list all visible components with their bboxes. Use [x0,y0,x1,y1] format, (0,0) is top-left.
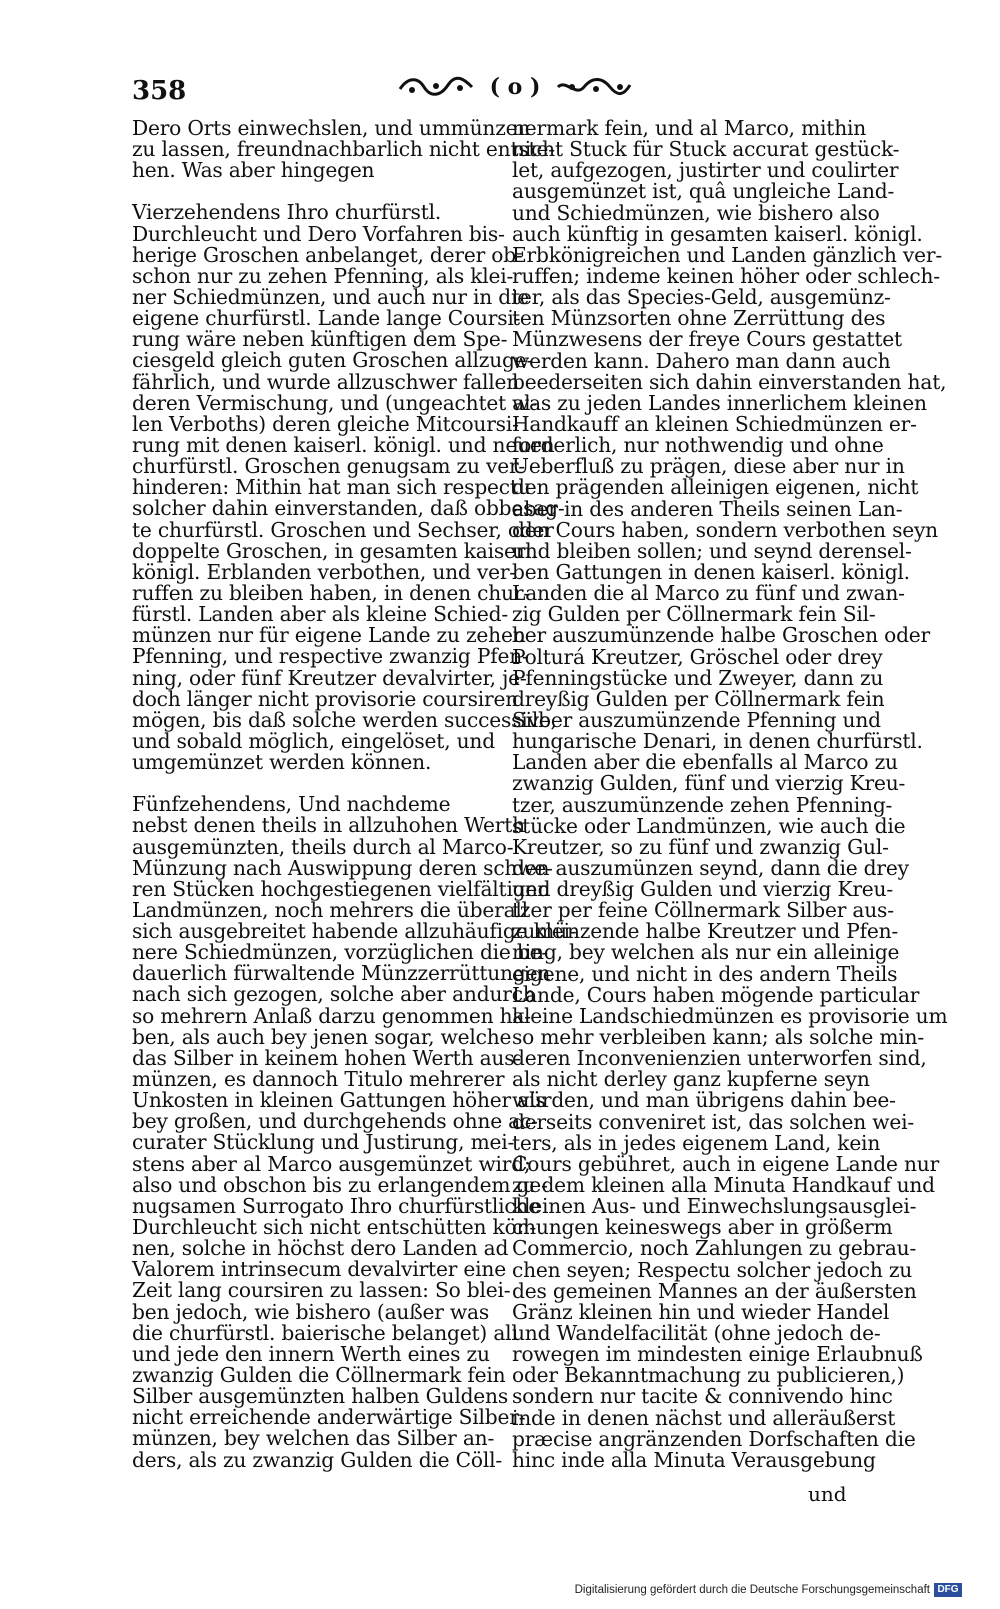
text-line: nach sich gezogen, solche aber andurch [132,982,536,1007]
text-line: stens aber al Marco ausgemünzet wird; [132,1151,531,1176]
text-line [132,773,504,794]
text-line: dreyßig Gulden per Cöllnermark fein [512,686,885,711]
text-line: Valorem intrinsecum devalvirter eine [132,1257,506,1282]
text-line: die churfürstl. baierische belanget) all [132,1320,518,1345]
text-line: Kreutzer, so zu fünf und zwanzig Gul- [512,834,889,859]
text-line: stücke oder Landmünzen, wie auch die [512,813,906,838]
text-line: let, aufgezogen, justirter und coulirter [512,158,899,183]
text-line: Münzung nach Auswippung deren schwe- [132,855,553,880]
text-line: sich ausgebreitet habende allzuhäufige klei- [132,919,577,944]
left-text-column [132,116,577,1472]
text-line: tzer, auszumünzende zehen Pfenning- [512,792,893,817]
text-line: Cours gebühret, auch in eigene Lande nur [512,1151,940,1176]
text-line: hen. Was aber hingegen [132,158,375,183]
text-line: bey großen, und durchgehends ohne ac- [132,1109,538,1134]
page-number: 358 [132,76,187,106]
text-line: zu lassen, freundnachbarlich nicht entste- [132,137,555,162]
text-line: Lande, Cours haben mögende particular [512,982,920,1007]
text-line: ning, bey welchen als nur ein alleinige [512,940,900,965]
text-line: nicht erreichende anderwärtige Silber- [132,1405,526,1430]
text-line: nermark fein, und al Marco, mithin [512,116,867,140]
text-line: eigene, und nicht in des andern Theils [512,961,898,986]
text-line: königl. Erblanden verbothen, und ver- [132,559,516,584]
text-line: Münzwesens der freye Cours gestattet [512,327,902,352]
text-line: Landen aber die ebenfalls al Marco zu [512,750,898,775]
text-line: ben Gattungen in denen kaiserl. königl. [512,559,910,584]
text-line: ter, als das Species-Geld, ausgemünz- [512,285,891,310]
text-line: nen, solche in höchst dero Landen ad [132,1236,509,1261]
text-line: fährlich, und wurde allzuschwer fallen [132,369,520,394]
text-line: und Schiedmünzen, wie bishero also [512,200,880,225]
text-line: nebst denen theils in allzuhohen Werth [132,813,525,838]
text-line: also und obschon bis zu erlangendem ge- [132,1172,548,1197]
text-line: und dreyßig Gulden und vierzig Kreu- [512,877,893,902]
text-line: Pfenning, und respective zwanzig Pfen- [132,644,529,669]
text-line: ren Stücken hochgestiegenen vielfältigen [132,876,550,901]
text-line: Ueberfluß zu prägen, diese aber nur in [512,454,905,479]
text-line: Vierzehendens Ihro churfürstl. [132,200,442,225]
text-line: ten Münzsorten ohne Zerrüttung des [512,306,886,331]
text-line: Silber ausgemünzten halben Guldens [132,1384,509,1409]
text-line: herige Groschen anbelanget, derer ob- [132,242,523,267]
text-line: umgemünzet werden können. [132,750,432,775]
text-line: das Silber in keinem hohen Werth aus- [132,1045,522,1070]
text-line: münzen, bey welchen das Silber an- [132,1426,495,1451]
header-ornament [385,74,645,100]
text-line: ausgemünzet ist, quâ ungleiche Land- [512,179,895,204]
text-line: kleine Landschiedmünzen es provisorie um [512,1003,948,1028]
text-line: ruffen; indeme keinen höher oder schlech- [512,263,940,288]
text-line: deren Inconvenienzien unterworfen sind, [512,1046,927,1071]
text-line: zwanzig Gulden, fünf und vierzig Kreu- [512,771,906,796]
text-line: den prägenden alleinigen eigenen, nicht [512,475,919,500]
text-line: Gränz kleinen hin und wieder Handel [512,1299,890,1324]
text-line: und sobald möglich, eingelöset, und [132,728,495,753]
text-line: tzer per feine Cöllnermark Silber aus- [512,898,894,923]
text-line: den auszumünzen seynd, dann die drey [512,855,909,880]
text-line: zig Gulden per Cöllnermark fein Sil- [512,602,876,627]
text-line: beederseiten sich dahin einverstanden hat, [512,369,947,394]
text-line: münzen nur für eigene Lande zu zehen [132,623,526,648]
text-line: curater Stücklung und Justirung, mei- [132,1130,515,1155]
text-line: Unkosten in kleinen Gattungen höher als [132,1088,546,1113]
text-line: churfürstl. Groschen genugsam zu ver- [132,454,526,479]
text-line: was zu jeden Landes innerlichem kleinen [512,390,927,415]
right-vignette-icon [554,75,634,99]
text-line: zwanzig Gulden die Cöllnermark fein [132,1363,506,1388]
text-line: zu dem kleinen alla Minuta Handkauf und [512,1173,935,1198]
text-line: præcise angränzenden Dorfschaften die [512,1426,916,1451]
text-line: münzen, es dannoch Titulo mehrerer [132,1067,505,1092]
text-line: ning, oder fünf Kreutzer devalvirter, je- [132,665,527,690]
text-line: als nicht derley ganz kupferne seyn [512,1067,870,1092]
text-line: Silber auszumünzende Pfenning und [512,707,881,732]
text-line: und bleiben sollen; und seynd derensel- [512,538,912,563]
text-line: und jede den innern Werth eines zu [132,1341,490,1366]
text-line: Erbkönigreichen und Landen gänzlich ver- [512,242,942,267]
text-line: so mehrern Anlaß darzu genommen ha- [132,1003,531,1028]
text-line: doch länger nicht provisorie coursiren [132,686,519,711]
text-line [132,181,504,202]
text-line: ben jedoch, wie bishero (außer was [132,1299,490,1324]
text-line: Durchleucht sich nicht entschütten kön- [132,1215,536,1240]
text-line: rowegen im mindesten einige Erlaubnuß [512,1342,923,1367]
text-line: fürstl. Landen aber als kleine Schied- [132,602,509,627]
catchword: und [808,1482,847,1506]
header-center-mark: ( o ) [489,74,541,100]
left-vignette-icon [396,75,476,99]
text-line: ders, als zu zwanzig Gulden die Cöll- [132,1447,502,1472]
text-line: auch künftig in gesamten kaiserl. königl. [512,221,923,246]
text-line: den Cours haben, sondern verbothen seyn [512,517,938,542]
text-line: ciesgeld gleich guten Groschen allzuge- [132,348,534,373]
text-line: Landen die al Marco zu fünf und zwan- [512,581,905,606]
text-line: hinderen: Mithin hat man sich respectu [132,475,531,500]
text-line: rung mit denen kaiserl. königl. und neuen [132,432,555,457]
text-line: derseits conveniret ist, das solchen wei- [512,1109,915,1134]
text-line: oder Bekanntmachung zu publicieren,) [512,1363,905,1388]
text-line: so mehr verbleiben kann; als solche min- [512,1025,924,1050]
text-line: nugsamen Surrogato Ihro churfürstliche [132,1193,541,1218]
text-line: hungarische Denari, in denen churfürstl. [512,729,923,754]
text-line: aber in des anderen Theils seinen Lan- [512,496,903,521]
text-line: Fünfzehendens, Und nachdeme [132,792,451,817]
text-line: würden, und man übrigens dahin bee- [512,1088,896,1113]
text-line: te churfürstl. Groschen und Sechser, oder [132,517,554,542]
text-line: ner Schiedmünzen, und auch nur in die [132,284,530,309]
text-line: Handkauff an kleinen Schiedmünzen er- [512,411,917,436]
text-line: solcher dahin einverstanden, daß obbesag- [132,496,565,521]
text-line: inde in denen nächst und alleräußerst [512,1405,896,1430]
text-line: des gemeinen Mannes an der äußersten [512,1278,917,1303]
text-line: forderlich, nur nothwendig und ohne [512,433,884,458]
dfg-logo: DFG [934,1583,962,1597]
text-line: Pfenningstücke und Zweyer, dann zu [512,665,884,690]
text-line: chen seyen; Respectu solcher jedoch zu [512,1257,913,1282]
text-line: rung wäre neben künftigen dem Spe- [132,327,508,352]
text-line: eigene churfürstl. Lande lange Coursi- [132,306,521,331]
text-line: zumünzende halbe Kreutzer und Pfen- [512,919,899,944]
text-line: hinc inde alla Minuta Verausgebung [512,1447,876,1472]
text-line: Landmünzen, noch mehrers die überall [132,897,528,922]
credit-text: Digitalisierung gefördert durch die Deutsche Forschungsgemeinschaft [574,1584,930,1596]
text-line: Dero Orts einwechslen, und ummünzen [132,116,531,140]
text-line: und Wandelfacilität (ohne jedoch de- [512,1321,881,1346]
text-line: ters, als in jedes eigenem Land, kein [512,1130,881,1155]
text-line: len Verboths) deren gleiche Mitcoursi- [132,411,519,436]
text-line: werden kann. Dahero man dann auch [512,348,891,373]
right-text-column [512,116,948,1472]
text-line: Commercio, noch Zahlungen zu gebrau- [512,1236,917,1261]
text-line: dauerlich fürwaltende Münzzerrüttungen [132,961,551,986]
text-line: nicht Stuck für Stuck accurat gestück- [512,137,900,162]
text-line: deren Vermischung, und (ungeachtet al- [132,390,537,415]
text-line: sondern nur tacite & connivendo hinc [512,1384,893,1409]
text-line: kleinen Aus- und Einwechslungsausglei- [512,1194,917,1219]
text-line: doppelte Groschen, in gesamten kaiserl. [132,538,538,563]
text-line: ruffen zu bleiben haben, in denen chur- [132,580,530,605]
digitization-credit [575,1583,962,1597]
text-line: Polturá Kreutzer, Gröschel oder drey [512,644,883,669]
text-line: ben, als auch bey jenen sogar, welche [132,1024,512,1049]
text-line: ausgemünzten, theils durch al Marco- [132,834,514,859]
text-line: ber auszumünzende halbe Groschen oder [512,623,931,648]
text-line: mögen, bis daß solche werden successive, [132,707,557,732]
text-line: chungen keineswegs aber in größerm [512,1215,893,1240]
text-line: schon nur zu zehen Pfenning, als klei- [132,263,514,288]
text-line: Zeit lang coursiren zu lassen: So blei- [132,1278,511,1303]
text-line: nere Schiedmünzen, vorzüglichen die be- [132,940,548,965]
text-line: Durchleucht und Dero Vorfahren bis- [132,221,505,246]
